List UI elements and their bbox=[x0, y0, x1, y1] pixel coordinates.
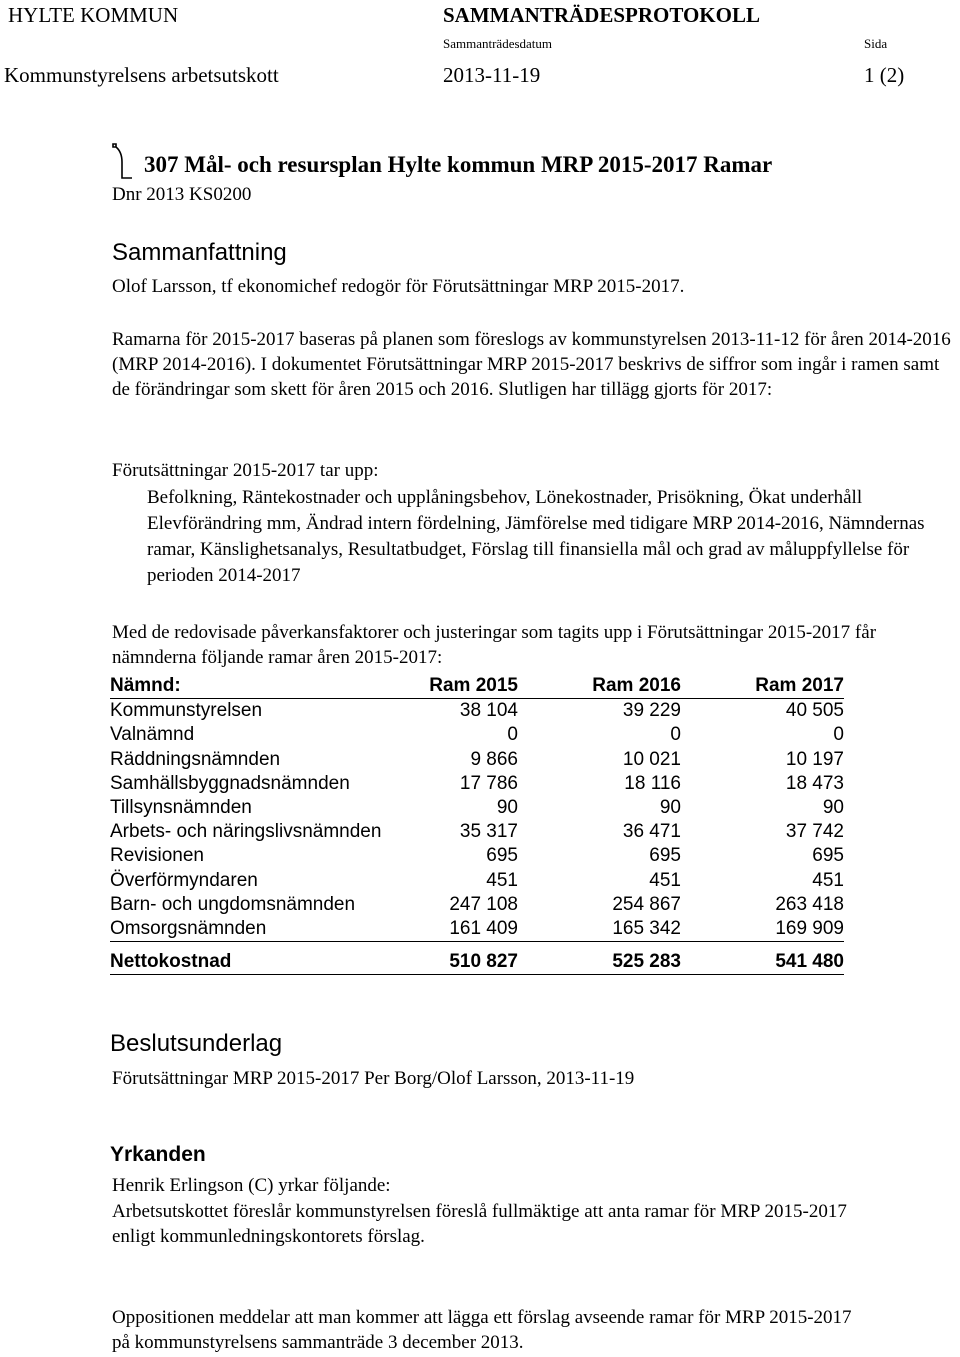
value-cell: 90 bbox=[822, 797, 844, 819]
header-committee: Nämnd: bbox=[110, 674, 428, 699]
value-cell: 169 909 bbox=[681, 917, 844, 942]
header-ram-2015: Ram 2015 bbox=[428, 674, 518, 699]
total-2016: 525 283 bbox=[518, 950, 681, 975]
table-spacer bbox=[110, 942, 844, 951]
value-cell: 38 104 bbox=[459, 700, 518, 722]
document-type: SAMMANTRÄDESPROTOKOLL bbox=[443, 3, 760, 27]
page-label: Sida bbox=[864, 36, 888, 51]
claims-paragraph-3: Oppositionen meddelar att man kommer att lägga ett förslag avseende ramar för MRP 2015-2017 på kommunstyrelsens sammanträde 3 december 2013. bbox=[112, 1307, 852, 1353]
value-cell: 451 bbox=[812, 869, 844, 891]
claims-heading: Yrkanden bbox=[110, 1143, 206, 1166]
committee-cell: Räddningsnämnden bbox=[110, 748, 281, 770]
committee-cell: Kommunstyrelsen bbox=[110, 700, 263, 722]
case-title: 307 Mål- och resursplan Hylte kommun MRP 2015-2017 Ramar bbox=[144, 152, 773, 177]
committee-name: Kommunstyrelsens arbetsutskott bbox=[4, 63, 279, 87]
value-cell: 247 108 bbox=[449, 893, 518, 915]
table-row bbox=[110, 723, 844, 747]
table-row bbox=[110, 917, 844, 942]
committee-cell: Revisionen bbox=[110, 845, 204, 867]
value-cell: 9 866 bbox=[470, 748, 518, 770]
table-row bbox=[110, 893, 844, 917]
table-row bbox=[110, 844, 844, 868]
table-header-row bbox=[110, 674, 844, 699]
table-row bbox=[110, 748, 844, 772]
committee-cell: Arbets- och näringslivsnämnden bbox=[110, 821, 382, 843]
table-row bbox=[110, 699, 844, 724]
value-cell: 18 473 bbox=[785, 772, 844, 794]
value-cell: 451 bbox=[486, 869, 518, 891]
value-cell: 39 229 bbox=[622, 700, 681, 722]
summary-heading: Sammanfattning bbox=[112, 239, 287, 266]
value-cell: 35 317 bbox=[459, 821, 518, 843]
table-row bbox=[110, 772, 844, 796]
value-cell: 18 116 bbox=[624, 772, 681, 794]
header-ram-2017: Ram 2017 bbox=[681, 674, 844, 699]
value-cell: 695 bbox=[486, 845, 518, 867]
table-row bbox=[110, 820, 844, 844]
committee-cell: Barn- och ungdomsnämnden bbox=[110, 893, 356, 915]
value-cell: 695 bbox=[812, 845, 844, 867]
table-row bbox=[110, 869, 844, 893]
table-row bbox=[110, 796, 844, 820]
value-cell: 17 786 bbox=[459, 772, 518, 794]
committee-cell: Samhällsbyggnadsnämnden bbox=[110, 772, 350, 794]
summary-paragraph-4: Med de redovisade påverkansfaktorer och justeringar som tagits upp i Förutsättningar 2015-2017 får nämnderna följande ramar åren 2015-2017: bbox=[112, 622, 877, 668]
committee-cell: Tillsynsnämnden bbox=[110, 797, 252, 819]
value-cell: 0 bbox=[833, 724, 844, 746]
table-total-row bbox=[110, 950, 844, 975]
value-cell: 161 409 bbox=[428, 917, 518, 942]
value-cell: 10 197 bbox=[785, 748, 844, 770]
meeting-date: 2013-11-19 bbox=[443, 63, 541, 87]
total-2015: 510 827 bbox=[428, 950, 518, 975]
value-cell: 165 342 bbox=[518, 917, 681, 942]
header-ram-2016: Ram 2016 bbox=[518, 674, 681, 699]
value-cell: 90 bbox=[659, 797, 681, 819]
claims-paragraph-1: Henrik Erlingson (C) yrkar följande: bbox=[112, 1175, 391, 1196]
value-cell: 37 742 bbox=[785, 821, 844, 843]
value-cell: 90 bbox=[496, 797, 518, 819]
value-cell: 36 471 bbox=[622, 821, 681, 843]
claims-paragraph-2: Arbetsutskottet föreslår kommunstyrelsen föreslå fullmäktige att anta ramar för MRP 2015-2017 enligt kommunledningskontorets förslag. bbox=[112, 1201, 847, 1247]
value-cell: 40 505 bbox=[785, 700, 844, 722]
basis-text: Förutsättningar MRP 2015-2017 Per Borg/Olof Larsson, 2013-11-19 bbox=[112, 1068, 635, 1089]
municipality-name: HYLTE KOMMUN bbox=[8, 3, 179, 27]
value-cell: 0 bbox=[670, 724, 681, 746]
value-cell: 695 bbox=[649, 845, 681, 867]
value-cell: 451 bbox=[649, 869, 681, 891]
basis-heading: Beslutsunderlag bbox=[110, 1030, 283, 1057]
total-label: Nettokostnad bbox=[110, 950, 428, 975]
summary-topic-list: Befolkning, Räntekostnader och upplåningsbehov, Lönekostnader, Prisökning, Ökat underhåll Elevförändring mm, Ändrad intern fördelning, Jämförelse med tidigare MRP 2014-2016, Nämndernas ramar, Känslighetsanalys, Resultatbudget, Förslag till finansiella mål och grad av måluppfyllelse för perioden 2014-2017 bbox=[147, 487, 925, 586]
summary-paragraph-1: Olof Larsson, tf ekonomichef redogör för Förutsättningar MRP 2015-2017. bbox=[112, 276, 685, 297]
page-number: 1 (2) bbox=[864, 63, 905, 87]
section-mark-icon bbox=[112, 142, 134, 182]
committee-cell: Överförmyndaren bbox=[110, 869, 258, 891]
budget-frames-table bbox=[110, 674, 844, 975]
value-cell: 254 867 bbox=[612, 893, 681, 915]
value-cell: 10 021 bbox=[622, 748, 681, 770]
committee-cell: Omsorgsnämnden bbox=[110, 917, 428, 942]
committee-cell: Valnämnd bbox=[110, 724, 195, 746]
case-dnr: Dnr 2013 KS0200 bbox=[112, 184, 252, 205]
summary-paragraph-2: Ramarna för 2015-2017 baseras på planen som föreslogs av kommunstyrelsen 2013-11-12 för åren 2014-2016 (MRP 2014-2016). I dokumentet Förutsättningar MRP 2015-2017 beskrivs de siffror som ingår i ramen samt de förändringar som skett för åren 2015 och 2016. Slutligen har tillägg gjorts för 2017: bbox=[112, 329, 951, 400]
date-label: Sammanträdesdatum bbox=[443, 36, 553, 51]
total-2017: 541 480 bbox=[681, 950, 844, 975]
summary-paragraph-3: Förutsättningar 2015-2017 tar upp: bbox=[112, 460, 379, 481]
value-cell: 0 bbox=[507, 724, 518, 746]
value-cell: 263 418 bbox=[775, 893, 844, 915]
